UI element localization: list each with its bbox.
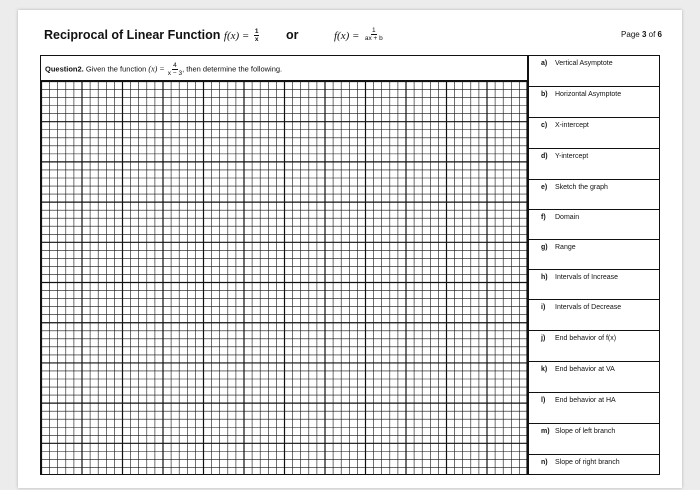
page-number: Page 3 of 6 [621, 30, 662, 39]
item-label: Domain [555, 214, 580, 221]
answer-item[interactable] [529, 331, 659, 362]
item-label: Slope of left branch [555, 428, 616, 435]
item-letter: j) [541, 335, 546, 342]
item-label: End behavior at HA [555, 397, 616, 404]
item-letter: b) [541, 91, 548, 98]
item-label: Intervals of Decrease [555, 304, 622, 311]
item-letter: l) [541, 397, 546, 404]
item-letter: c) [541, 122, 548, 129]
answer-item[interactable] [529, 270, 659, 300]
answer-items-column [528, 55, 660, 475]
item-label: Range [555, 244, 576, 251]
worksheet-title: Reciprocal of Linear Function f(x) = $\frac{1}{x}$ [44, 28, 259, 44]
item-label: End behavior of f(x) [555, 335, 617, 342]
item-label: Vertical Asymptote [555, 60, 613, 67]
item-letter: n) [541, 459, 548, 466]
item-label: Horizontal Asymptote [555, 91, 622, 98]
answer-item[interactable] [529, 455, 659, 485]
answer-item[interactable] [529, 393, 659, 424]
or-label: or [286, 28, 299, 42]
question-box [40, 55, 528, 475]
item-label: End behavior at VA [555, 366, 615, 373]
item-letter: g) [541, 244, 548, 251]
fraction-one-over-x: $\frac{1}{x}$ [254, 28, 259, 44]
answer-item[interactable] [529, 210, 659, 240]
graph-grid[interactable] [41, 80, 527, 475]
item-letter: m) [541, 428, 550, 435]
answer-item[interactable] [529, 149, 659, 180]
item-letter: h) [541, 274, 548, 281]
item-label: Y-intercept [555, 153, 589, 160]
item-label: X-intercept [555, 122, 589, 129]
item-letter: f) [541, 214, 546, 221]
question-text: Question2. Given the function (x) = $\frac{4}{x - 3}$ , then determine the following. [45, 62, 283, 77]
item-label: Sketch the graph [555, 184, 608, 191]
answer-item[interactable] [529, 118, 659, 149]
worksheet-page [18, 10, 682, 488]
item-label: Intervals of Increase [555, 274, 619, 281]
item-letter: k) [541, 366, 548, 373]
answer-item[interactable] [529, 180, 659, 210]
general-formula: f(x) = $\frac{1}{ax + b}$ [334, 27, 383, 43]
item-letter: i) [541, 304, 546, 311]
answer-item[interactable] [529, 424, 659, 455]
answer-item[interactable] [529, 87, 659, 118]
item-label: Slope of right branch [555, 459, 620, 466]
item-letter: e) [541, 184, 548, 191]
answer-item[interactable] [529, 362, 659, 393]
answer-item[interactable] [529, 56, 659, 87]
item-letter: d) [541, 153, 548, 160]
item-letter: a) [541, 60, 548, 67]
answer-item[interactable] [529, 240, 659, 270]
answer-item[interactable] [529, 300, 659, 331]
